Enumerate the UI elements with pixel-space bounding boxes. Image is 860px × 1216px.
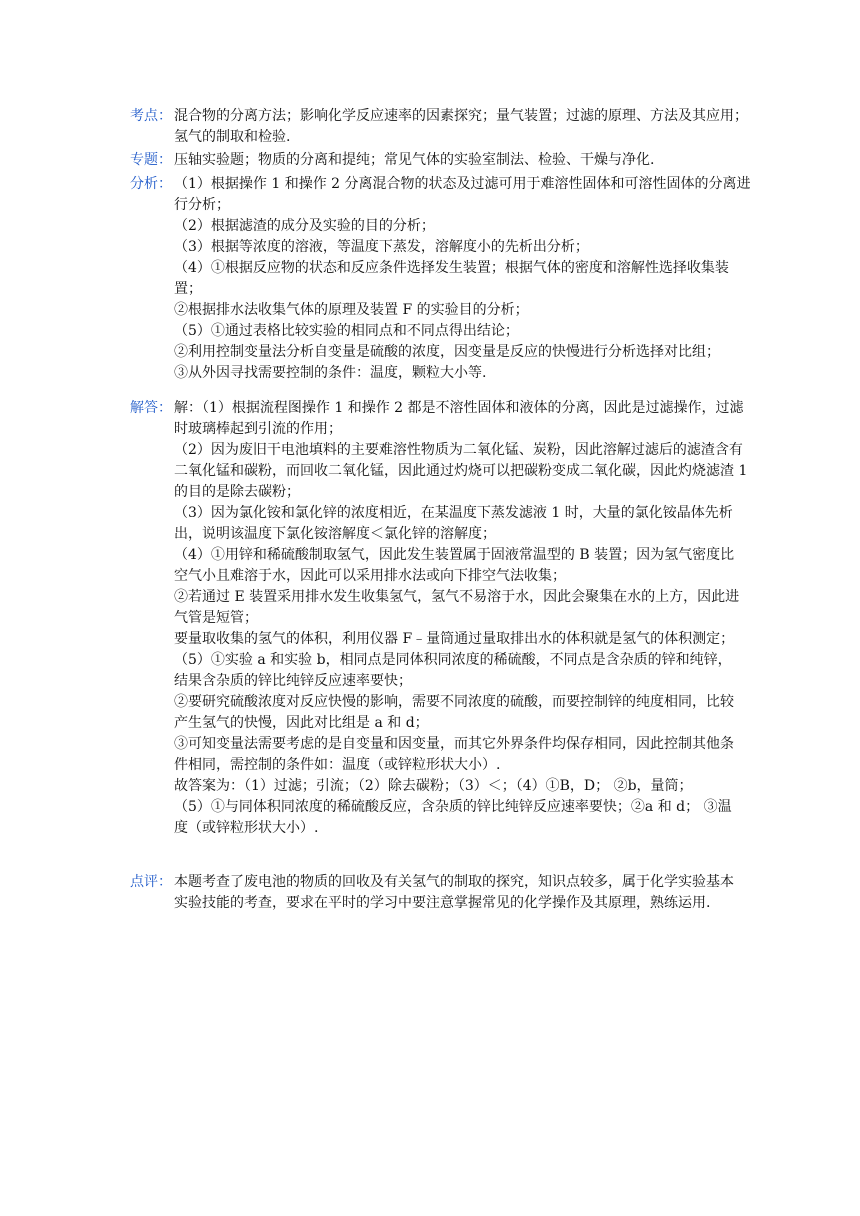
text-line: 气管是短管； — [174, 610, 258, 626]
text-line: （2）因为废旧干电池填料的主要难溶性物质为二氧化锰、炭粉，因此溶解过滤后的滤渣含有 — [174, 442, 743, 458]
text-line: （5）①实验 a 和实验 b，相同点是同体积同浓度的稀硫酸，不同点是含杂质的锌和纯锌， — [174, 652, 732, 668]
text-line: ②要研究硫酸浓度对反应快慢的影响，需要不同浓度的硫酸，而要控制锌的纯度相同，比较 — [174, 694, 734, 710]
text-line: 出，说明该温度下氯化铵溶解度＜氯化锌的溶解度； — [174, 526, 496, 542]
text-line: ②根据排水法收集气体的原理及装置 F 的实验目的分析； — [174, 302, 529, 318]
text-line: ②利用控制变量法分析自变量是硫酸的浓度，因变量是反应的快慢进行分析选择对比组； — [174, 344, 720, 360]
text-line: 氢气的制取和检验. — [174, 129, 291, 145]
text-line: 的目的是除去碳粉； — [174, 484, 300, 500]
text-line: ②若通过 E 装置采用排水发生收集氢气，氢气不易溶于水，因此会聚集在水的上方，因此进 — [174, 589, 740, 605]
section-label: 点评： — [130, 874, 172, 890]
text-line: 结果含杂质的锌比纯锌反应速率要快； — [174, 673, 412, 689]
text-line: （4）①用锌和稀硫酸制取氢气，因此发生装置属于固液常温型的 B 装置；因为氢气密度比 — [174, 547, 735, 563]
section-body — [174, 174, 790, 384]
text-line: （1）根据操作 1 和操作 2 分离混合物的状态及过滤可用于难溶性固体和可溶性固体的分离进 — [174, 176, 751, 192]
text-line: 产生氢气的快慢，因此对比组是 a 和 d； — [174, 715, 429, 731]
section-zhuanti — [130, 150, 790, 171]
text-line: 置； — [174, 281, 202, 297]
section-kaodian — [130, 106, 790, 148]
section-label: 解答： — [130, 400, 172, 416]
section-body — [174, 398, 790, 839]
text-line: 空气小且难溶于水，因此可以采用排水法或向下排空气法收集； — [174, 568, 566, 584]
section-label: 分析： — [130, 176, 172, 192]
section-fenxi — [130, 174, 790, 384]
section-label: 考点： — [130, 108, 172, 124]
section-label: 专题： — [130, 152, 172, 168]
text-line: 时玻璃棒起到引流的作用； — [174, 421, 342, 437]
text-line: 本题考查了废电池的物质的回收及有关氢气的制取的探究，知识点较多，属于化学实验基本 — [174, 874, 734, 890]
text-line: （2）根据滤渣的成分及实验的目的分析； — [174, 218, 435, 234]
section-dianping — [130, 872, 790, 914]
section-jieda — [130, 398, 790, 839]
text-line: 混合物的分离方法；影响化学反应速率的因素探究；量气装置；过滤的原理、方法及其应用； — [174, 108, 748, 124]
text-line: 度（或锌粒形状大小）. — [174, 820, 319, 836]
text-line: 压轴实验题；物质的分离和提纯；常见气体的实验室制法、检验、干燥与净化. — [174, 152, 655, 168]
text-line: ③从外因寻找需要控制的条件：温度，颗粒大小等. — [174, 365, 487, 381]
section-body — [174, 150, 790, 171]
text-line: 解：（1）根据流程图操作 1 和操作 2 都是不溶性固体和液体的分离，因此是过滤操作，过滤 — [174, 400, 744, 416]
text-line: 二氧化锰和碳粉，而回收二氧化锰，因此通过灼烧可以把碳粉变成二氧化碳，因此灼烧滤渣 1 — [174, 463, 748, 479]
text-line: 行分析； — [174, 197, 230, 213]
section-body — [174, 872, 790, 914]
text-line: （4）①根据反应物的状态和反应条件选择发生装置；根据气体的密度和溶解性选择收集装 — [174, 260, 729, 276]
text-line: （5）①与同体积同浓度的稀硫酸反应，含杂质的锌比纯锌反应速率要快；②a 和 d； ③温 — [174, 799, 732, 815]
text-line: 故答案为：（1）过滤；引流；（2）除去碳粉；（3）＜；（4）①B，D； ②b，量筒； — [174, 778, 693, 794]
text-line: 件相同，需控制的条件如：温度（或锌粒形状大小）. — [174, 757, 501, 773]
text-line: （5）①通过表格比较实验的相同点和不同点得出结论； — [174, 323, 519, 339]
text-line: ③可知变量法需要考虑的是自变量和因变量，而其它外界条件均保存相同，因此控制其他条 — [174, 736, 734, 752]
text-line: （3）根据等浓度的溶液，等温度下蒸发，溶解度小的先析出分析； — [174, 239, 589, 255]
section-body — [174, 106, 790, 148]
text-line: （3）因为氯化铵和氯化锌的浓度相近，在某温度下蒸发滤液 1 时，大量的氯化铵晶体先析 — [174, 505, 733, 521]
text-line: 要量取收集的氢气的体积，利用仪器 F﹣量筒通过量取排出水的体积就是氢气的体积测定； — [174, 631, 735, 647]
text-line: 实验技能的考查，要求在平时的学习中要注意掌握常见的化学操作及其原理，熟练运用. — [174, 895, 711, 911]
